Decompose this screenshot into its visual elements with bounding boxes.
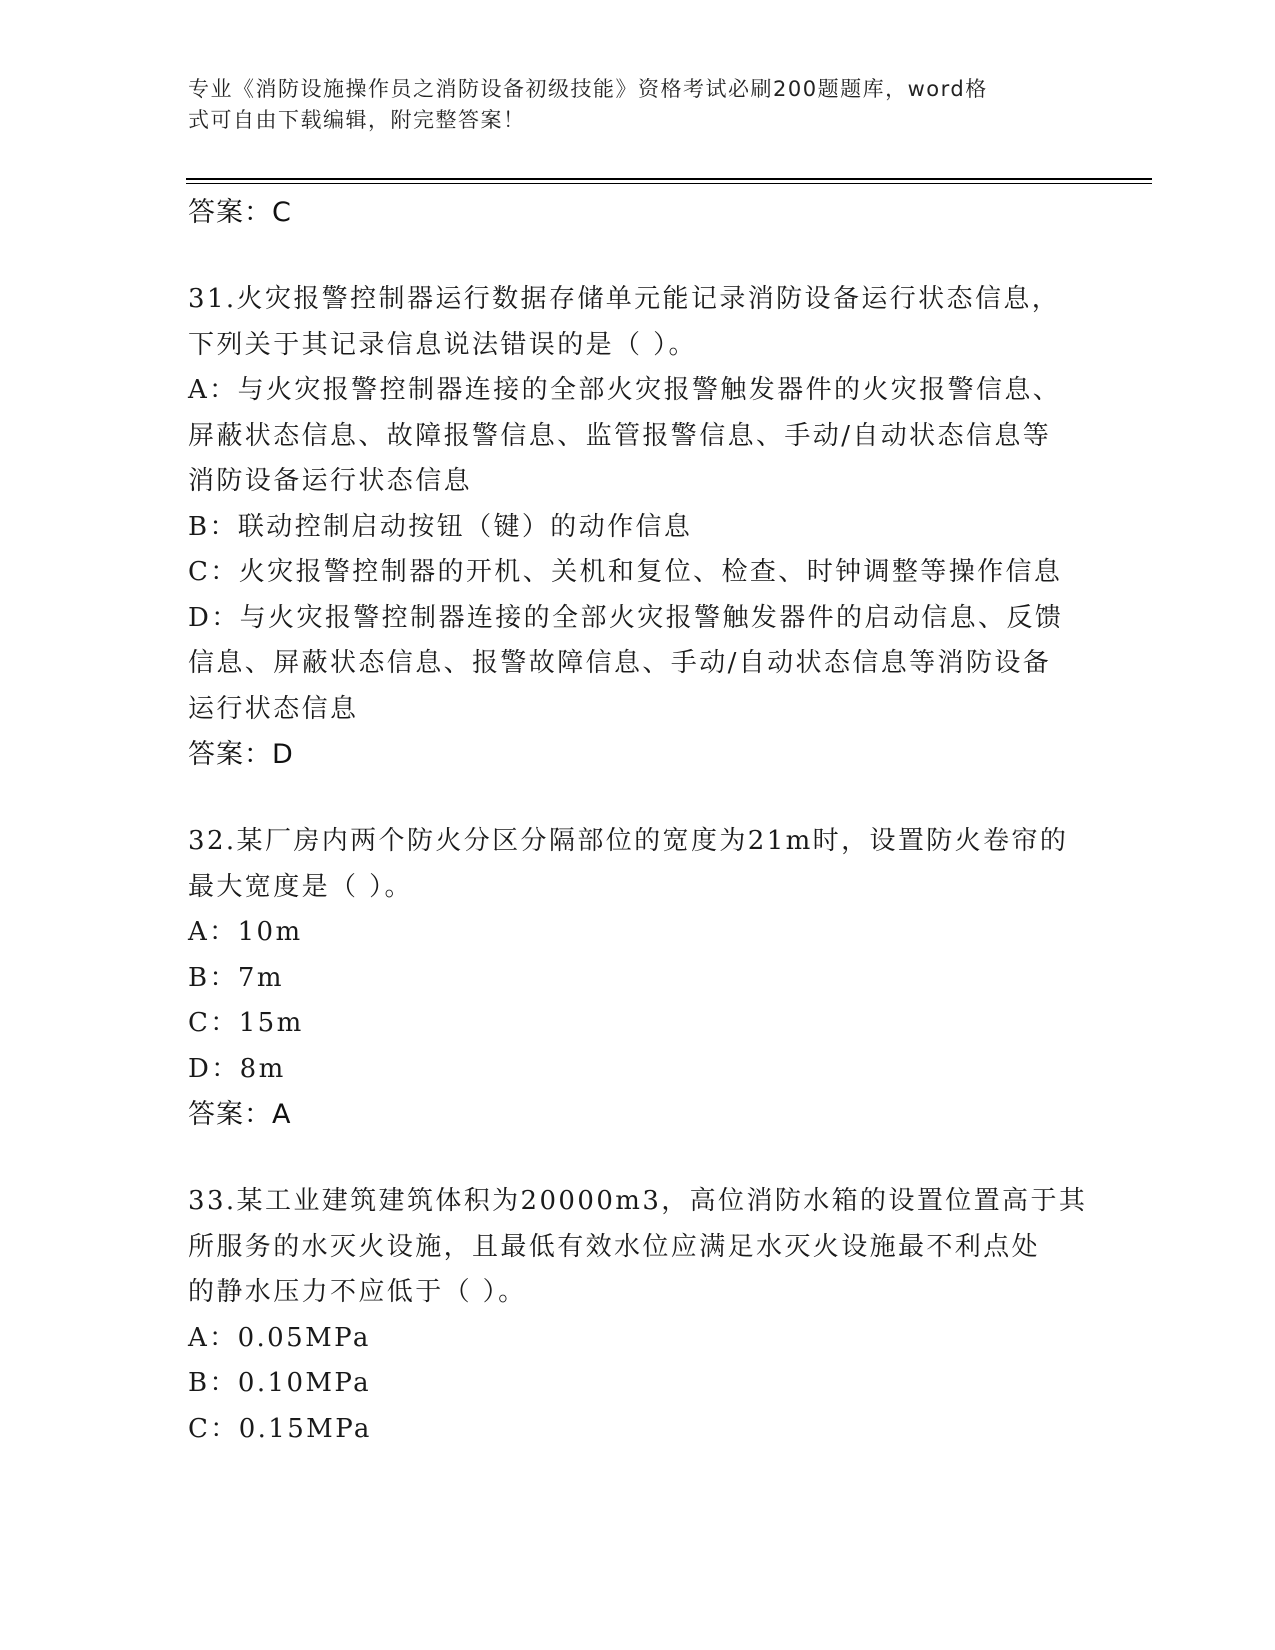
question-text: 33.某工业建筑建筑体积为20000m3，高位消防水箱的设置位置高于其 <box>188 1186 1088 1216</box>
option-text: 运行状态信息 <box>188 693 359 724</box>
question-text: 的静水压力不应低于（ ）。 <box>188 1277 527 1307</box>
option-b: B：0.10MPa <box>188 1368 372 1398</box>
option-d: D：8m <box>188 1053 286 1084</box>
spacer <box>188 1137 1088 1179</box>
header-line: 式可自由下载编辑，附完整答案！ <box>188 108 526 132</box>
option-text: 消防设备运行状态信息 <box>188 466 473 496</box>
question-text: 所服务的水灭火设施，且最低有效水位应满足水灭火设施最不利点处 <box>188 1231 1041 1262</box>
header-line: 专业《消防设施操作员之消防设备初级技能》资格考试必刷200题题库，word格 <box>188 77 988 101</box>
option-a: A：0.05MPa <box>188 1322 371 1353</box>
header-rule-thick <box>186 178 1152 180</box>
option-a: A：10m <box>188 917 303 947</box>
question-text: 32.某厂房内两个防火分区分隔部位的宽度为21m时，设置防火卷帘的 <box>188 826 1069 856</box>
answer-32: 答案：A <box>188 1099 292 1130</box>
option-c <box>188 550 1088 596</box>
answer-previous: 答案：C <box>188 197 292 228</box>
page-header <box>188 74 1068 136</box>
spacer <box>188 777 1088 819</box>
document-body <box>188 190 1088 1452</box>
question-text: 下列关于其记录信息说法错误的是（ ）。 <box>188 329 697 360</box>
option-text: D：与火灾报警控制器连接的全部火灾报警触发器件的启动信息、反馈 <box>188 602 1064 633</box>
option-text: C：火灾报警控制器的开机、关机和复位、检查、时钟调整等操作信息 <box>188 557 1063 587</box>
header-rule-thin <box>186 183 1152 184</box>
option-c: C：15m <box>188 1008 304 1038</box>
spacer <box>188 235 1088 277</box>
question-32 <box>188 819 1088 1137</box>
option-text: 屏蔽状态信息、故障报警信息、监管报警信息、手动/自动状态信息等 <box>188 420 1052 451</box>
question-31 <box>188 277 1088 777</box>
option-b: B：7m <box>188 962 284 993</box>
option-d <box>188 596 1088 733</box>
option-c: C：0.15MPa <box>188 1413 372 1444</box>
question-33 <box>188 1179 1088 1452</box>
question-text: 最大宽度是（ ）。 <box>188 871 413 902</box>
option-b <box>188 505 1088 551</box>
option-text: B：联动控制启动按钮（键）的动作信息 <box>188 511 693 542</box>
question-text: 31.火灾报警控制器运行数据存储单元能记录消防设备运行状态信息， <box>188 284 1061 314</box>
option-text: 信息、屏蔽状态信息、报警故障信息、手动/自动状态信息等消防设备 <box>188 648 1052 678</box>
option-text: A：与火灾报警控制器连接的全部火灾报警触发器件的火灾报警信息、 <box>188 375 1062 405</box>
answer-31: 答案：D <box>188 739 294 770</box>
option-a <box>188 368 1088 505</box>
